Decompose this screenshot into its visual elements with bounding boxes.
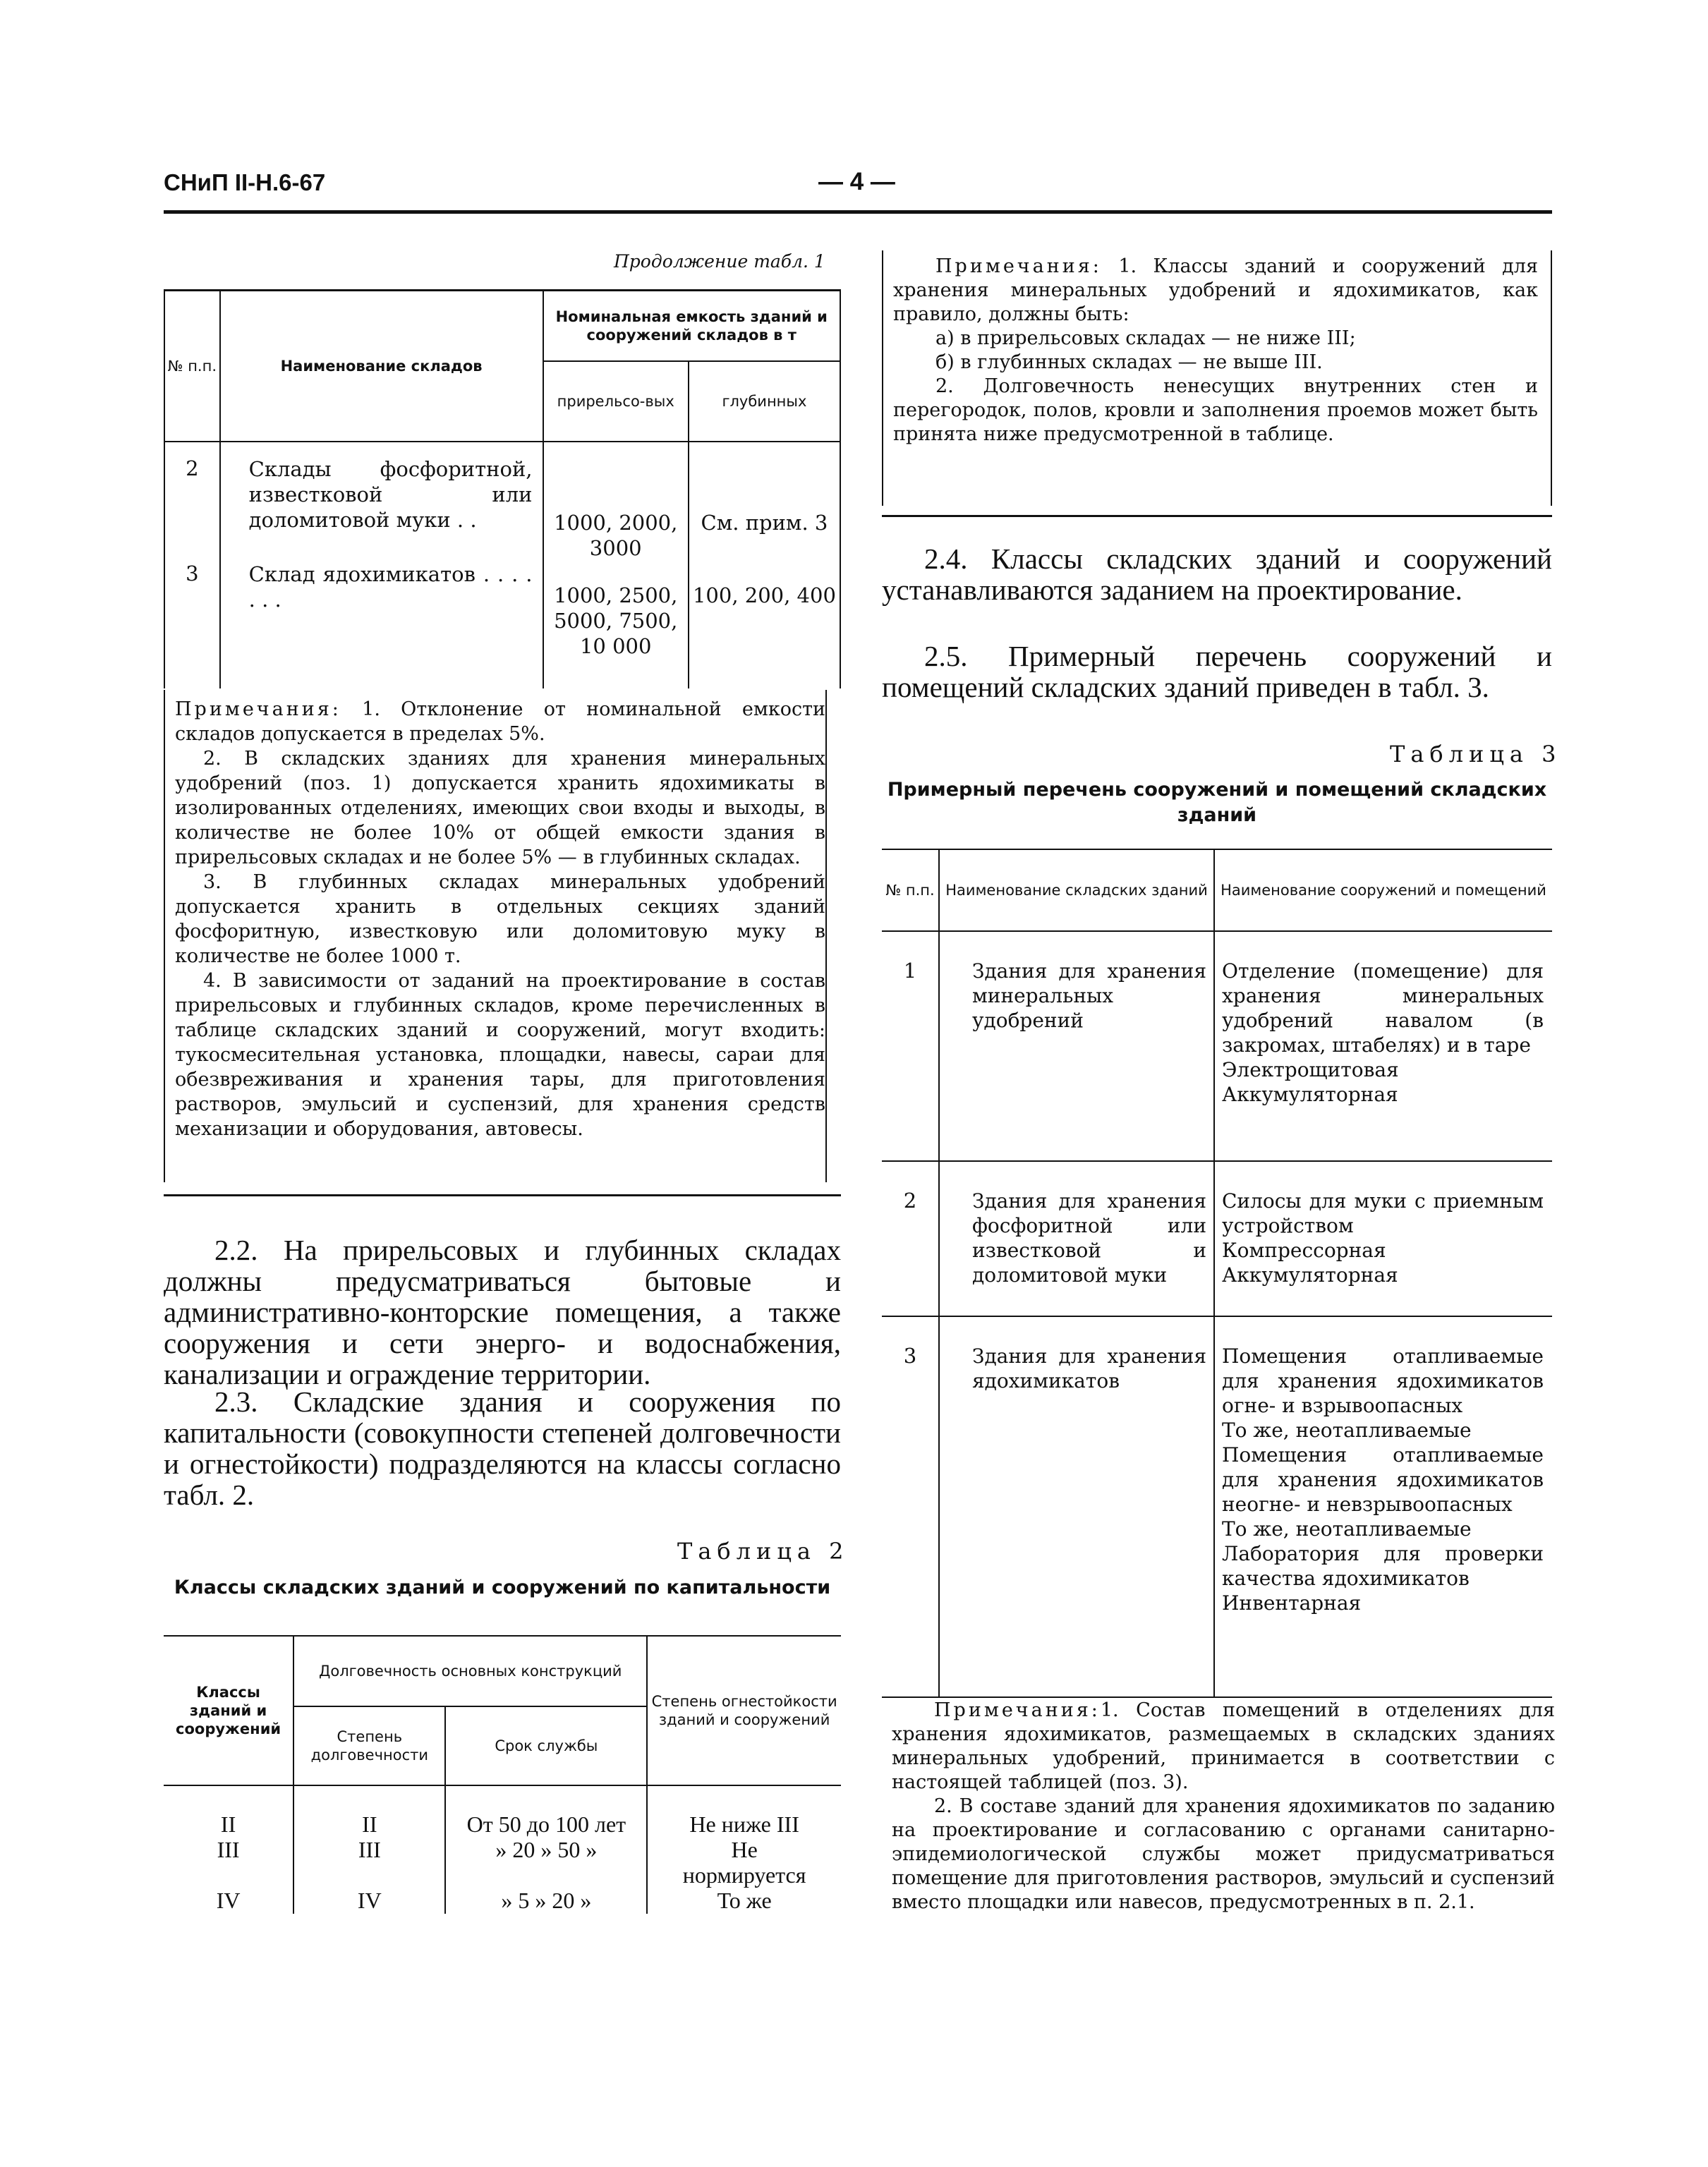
note-item: 1. Отклонение от номинальной емкости складов допускается в пределах 5%. [175,698,826,745]
table3 [882,849,1552,1698]
paragraph-2-5: 2.5. Примерный перечень сооружений и помещений складских зданий приведен в табл. 3. [882,640,1552,703]
table3-row-num: 3 [882,1316,939,1697]
table3-row-rooms [1214,931,1552,1161]
table-row [164,442,840,562]
table2-cell: Не ниже III [689,1811,799,1837]
table3-room: Лаборатория для проверки качества ядохимикатов [1222,1542,1544,1590]
table3-header-num: № п.п. [882,849,939,931]
table2-cell: От 50 до 100 лет [466,1811,626,1837]
notes-label: Примечания: [175,698,341,720]
table2-cell: II [220,1811,236,1837]
table3-row-num: 1 [882,931,939,1161]
table3-row-building: Здания для хранения минеральных удобрений [939,931,1214,1161]
table1 [164,289,841,688]
table2-label: Таблица 2 [677,1538,849,1565]
table1-header-near-rail: прирельсо-вых [543,361,689,442]
table2-col-fire [647,1785,841,1914]
paragraph-2-2: 2.2. На прирельсовых и глубинных складах должны предусматриваться бытовые и административно-конторские помещения, а также сооружения и сети энерго- и водоснабжения, канализации и ограждение территории. [164,1234,841,1390]
table1-row-deep: 100, 200, 400 [689,562,840,688]
page-number: — 4 — [818,168,895,195]
table2-col-degree [293,1785,445,1914]
table1-row-name: Склады фосфоритной, известковой или доломитовой муки . . [220,442,543,562]
table3-header-rooms: Наименование сооружений и помещений [1214,849,1552,931]
table3-room: Силосы для муки с приемным устройством [1222,1189,1544,1237]
table2 [164,1635,841,1914]
table3-header-building: Наименование складских зданий [939,849,1214,931]
table2-cell: » 20 » 50 » [495,1837,598,1862]
table2-cell: III [217,1837,240,1862]
table2-header-term: Срок службы [445,1706,647,1785]
table1-row-num: 2 [164,442,220,562]
table3-row-building: Здания для хранения фосфоритной или известковой и доломитовой муки [939,1161,1214,1316]
table2-cell: » 5 » 20 » [501,1888,592,1913]
table3-row-rooms [1214,1161,1552,1316]
table1-row-near-rail: 1000, 2500, 5000, 7500, 10 000 [543,562,689,688]
table1-row-near-rail: 1000, 2000, 3000 [543,442,689,562]
table1-bottom-rule [164,1194,841,1196]
note-item: 2. В складских зданиях для хранения минеральных удобрений (поз. 1) допускается хранить ядохимикаты в изолированных отделениях, имеющих свои входы и выходы, в количестве не более 10% от общей емкости здания в прирельсовых складах и не более 5% — в глубинных складах. [175,748,825,868]
table1-row-deep: См. прим. 3 [689,442,840,562]
table2-cell: Не нормируется [682,1837,806,1888]
table2-col-term [445,1785,647,1914]
table2-title: Классы складских зданий и сооружений по капитальности [174,1577,831,1598]
table3-row-building: Здания для хранения ядохимикатов [939,1316,1214,1697]
table1-row-name: Склад ядохимикатов . . . . . . . [220,562,543,688]
table-row [882,931,1552,1161]
table2-cell: III [358,1837,381,1862]
notes-label: Примечания: [934,1699,1101,1721]
paragraph-2-4: 2.4. Классы складских зданий и сооружений устанавливаются заданием на проектирование. [882,542,1552,606]
table1-header-capacity: Номинальная емкость зданий и сооружений складов в т [543,291,840,362]
table1-header-deep: глубинных [689,361,840,442]
note-item: 2. В составе зданий для хранения ядохимикатов по заданию на проектирование и согласованию с органами санитарно-эпидемиологической службы может придусматриваться помещение для приготовления растворов, эмульсий и суспензий вместо площадки или навесов, предусмотренных в п. 2.1. [892,1795,1555,1913]
table1-row-num: 3 [164,562,220,688]
note-item: 3. В глубинных складах минеральных удобрений допускается хранить в отдельных секциях зданий фосфоритную, известковую или доломитовую муку в количестве не более 1000 т. [175,871,825,967]
table1-continuation-label: Продолжение табл. 1 [614,251,825,272]
table2-notes [882,250,1552,506]
table-row [164,562,840,688]
table3-room: То же, неотапливаемые [1222,1419,1472,1442]
table2-header-degree: Степень долговечности [293,1706,445,1785]
table2-cell: II [362,1811,377,1837]
table3-label: Таблица 3 [1390,741,1562,767]
table1-header-name: Наименование складов [220,291,543,442]
table2-col-classes [164,1785,293,1914]
table3-room: Аккумуляторная [1222,1083,1398,1106]
table-row [164,1785,841,1914]
table3-room: Электрощитовая [1222,1058,1399,1081]
paragraph-2-3: 2.3. Складские здания и сооружения по капитальности (совокупности степеней долговечности и огнестойкости) подразделяются на классы согласно табл. 2. [164,1385,841,1511]
table1-notes [164,690,827,1182]
table-row [882,1316,1552,1697]
table3-room: Компрессорная [1222,1239,1386,1262]
table3-row-num: 2 [882,1161,939,1316]
table3-notes [882,1699,1555,1914]
table3-title: Примерный перечень сооружений и помещений складских зданий [887,779,1547,826]
document-code: СНиП II-Н.6-67 [164,169,326,195]
table3-row-rooms [1214,1316,1552,1697]
table2-cell: IV [357,1888,382,1913]
note-item: 2. Долговечность ненесущих внутренних стен и перегородок, полов, кровли и заполнения проемов может быть принята ниже предусмотренной в таблице. [893,375,1538,445]
note-item: 1. Состав помещений в отделениях для хранения ядохимикатов, размещаемых в складских зданиях минеральных удобрений, принимается в соответствии с настоящей таблицей (поз. 3). [892,1699,1555,1793]
table3-room: Инвентарная [1222,1591,1362,1615]
table2-cell: То же [717,1888,772,1913]
notes-label: Примечания: [935,255,1102,277]
table3-room: Аккумуляторная [1222,1263,1398,1287]
note-item: 4. В зависимости от заданий на проектирование в состав прирельсовых и глубинных складов, кроме перечисленных в таблице складских зданий и сооружений, могут входить: тукосмесительная установка, площадки, навесы, сараи для обезвреживания и хранения тары, для приготовления растворов, эмульсий и суспензий, для хранения средств механизации и оборудования, автовесы. [175,970,825,1140]
table3-room: Отделение (помещение) для хранения минеральных удобрений навалом (в закромах, штабелях) и в таре [1222,959,1544,1057]
notes-bottom-rule [882,515,1552,517]
note-item: а) в прирельсовых складах — не ниже III; [935,327,1356,349]
table3-room: То же, неотапливаемые [1222,1517,1472,1541]
table2-header-durability: Долговечность основных конструкций [293,1636,647,1706]
table1-header-num: № п.п. [164,291,220,442]
table2-header-classes: Классы зданий и сооружений [164,1636,293,1785]
note-item: 1. Классы зданий и сооружений для хранения минеральных удобрений и ядохимикатов, как правило, должны быть: [893,255,1538,325]
table-row [882,1161,1552,1316]
table3-room: Помещения отапливаемые для хранения ядохимикатов огне- и взрывоопасных [1222,1344,1544,1417]
table2-cell: IV [216,1888,241,1913]
note-item: б) в глубинных складах — не выше III. [935,351,1323,373]
table3-room: Помещения отапливаемые для хранения ядохимикатов неогне- и невзрывоопасных [1222,1443,1544,1516]
table2-header-fire: Степень огнестойкости зданий и сооружений [647,1636,841,1785]
header-rule [164,210,1552,214]
